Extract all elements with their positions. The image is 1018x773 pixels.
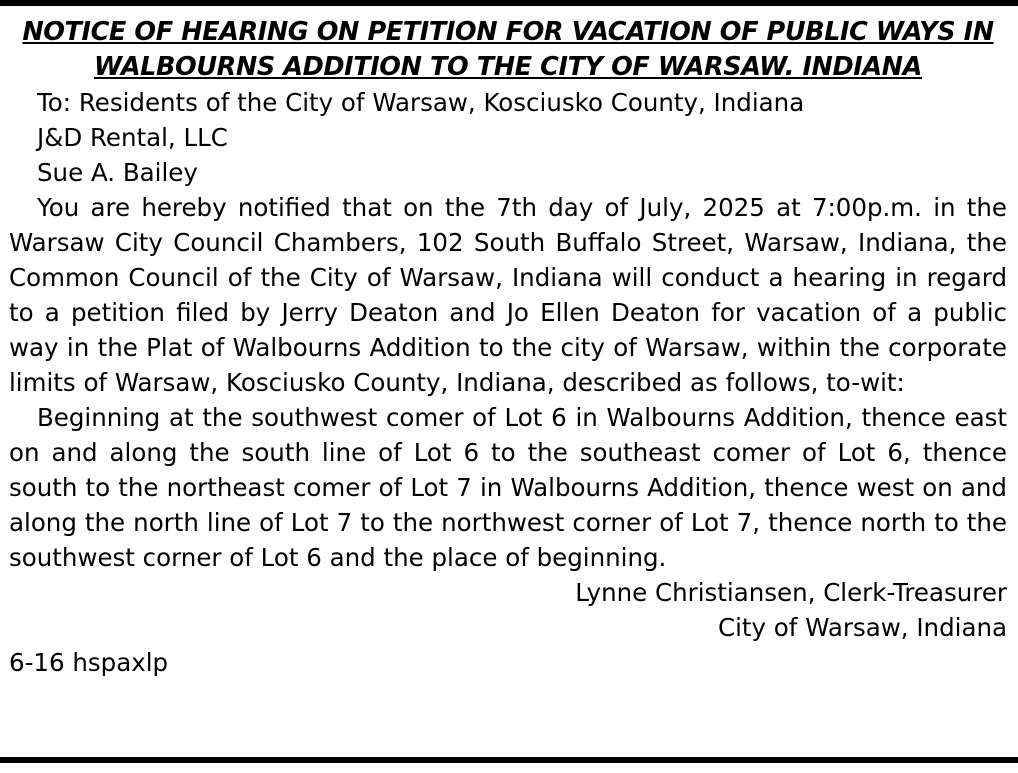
signature-organization: City of Warsaw, Indiana xyxy=(717,613,1007,642)
recipient-line-residents: To: Residents of the City of Warsaw, Kosciusko County, Indiana xyxy=(37,88,805,117)
legal-notice xyxy=(9,15,1007,680)
top-border-rule xyxy=(0,0,1018,6)
bottom-border-rule xyxy=(0,757,1018,763)
publication-code: 6-16 hspaxlp xyxy=(9,648,169,677)
notice-title: NOTICE OF HEARING ON PETITION FOR VACATION OF PUBLIC WAYS IN WALBOURNS ADDITION TO THE CITY OF WARSAW. INDIANA xyxy=(22,17,994,82)
recipient-line-person: Sue A. Bailey xyxy=(37,158,198,187)
hearing-paragraph: You are hereby notified that on the 7th day of July, 2025 at 7:00p.m. in the Warsaw City Council Chambers, 102 South Buffalo Street, Warsaw, Indiana, the Common Council of the City of Warsaw, Indiana will conduct a hearing in regard to a petition filed by Jerry Deaton and Jo Ellen Deaton for vacation of a public way in the Plat of Walbourns Addition to the city of Warsaw, within the corporate limits of Warsaw, Kosciusko County, Indiana, described as follows, to-wit: xyxy=(9,193,1007,397)
recipient-line-company: J&D Rental, LLC xyxy=(37,123,228,152)
signature-name: Lynne Christiansen, Clerk-Treasurer xyxy=(575,578,1007,607)
legal-description-paragraph: Beginning at the southwest comer of Lot 6 in Walbourns Addition, thence east on and along the south line of Lot 6 to the southeast comer of Lot 6, thence south to the northeast comer of Lot 7 in Walbourns Addition, thence west on and along the north line of Lot 7 to the northwest corner of Lot 7, thence north to the southwest corner of Lot 6 and the place of beginning. xyxy=(9,403,1007,572)
